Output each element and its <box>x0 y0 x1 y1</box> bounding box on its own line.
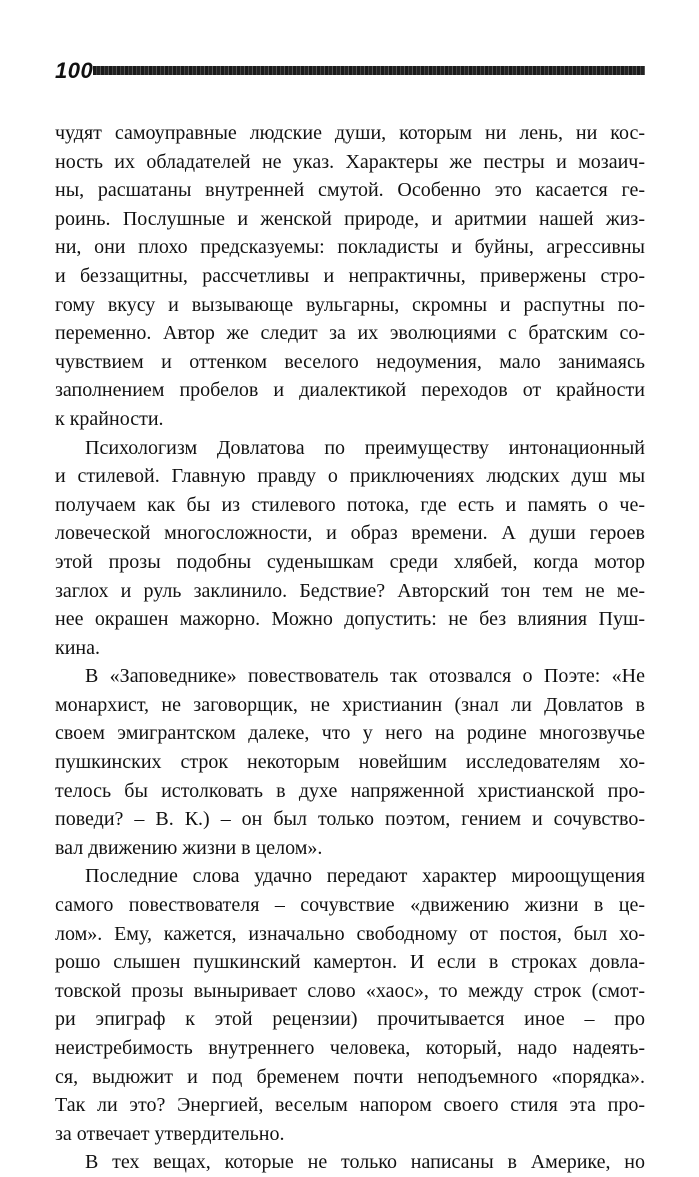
text-line: роинь. Послушные и женской природе, и аритмии нашей жиз- <box>55 207 645 230</box>
text-line: телось бы истолковать в духе напряженной христианской про- <box>55 779 645 802</box>
text-line: пушкинских строк некоторым новейшим исследователям хо- <box>55 751 645 774</box>
text-line: ловеческой многосложности, и образ времени. А души героев <box>55 522 645 545</box>
text-line: к крайности. <box>55 407 164 430</box>
text-line: заполнением пробелов и диалектикой переходов от крайности <box>55 379 645 402</box>
text-line: ны, расшатаны внутренней смутой. Особенно это касается ге- <box>55 179 645 202</box>
text-line: ни, они плохо предсказуемы: покладисты и буйны, агрессивны <box>55 236 645 259</box>
text-line: нее окрашен мажорно. Можно допустить: не без влияния Пуш- <box>55 608 645 631</box>
text-line: получаем как бы из стилевого потока, где есть и память о че- <box>55 493 645 516</box>
text-line: ся, выдюжит и под бременем почти неподъемного «порядка». <box>55 1065 645 1088</box>
text-line: ри эпиграф к этой рецензии) прочитывается иное – про <box>55 1008 645 1031</box>
text-line: чудят самоуправные людские души, которым ни лень, ни кос- <box>55 122 645 144</box>
text-line: В тех вещах, которые не только написаны в Америке, но <box>85 1151 645 1174</box>
text-line: вал движению жизни в целом». <box>55 836 323 859</box>
text-line: В «Заповеднике» повествователь так отозвался о Поэте: «Не <box>85 665 645 688</box>
text-line: Так ли это? Энергией, веселым напором своего стиля эта про- <box>55 1094 645 1117</box>
text-line: за отвечает утвердительно. <box>55 1122 285 1145</box>
paragraph <box>55 1148 645 1177</box>
text-line: монархист, не заговорщик, не христианин (знал ли Довлатов в <box>55 693 645 716</box>
text-line: рошо слышен пушкинский камертон. И если в строках довла- <box>55 951 645 974</box>
paragraph <box>55 434 645 663</box>
text-line: неистребимость внутреннего человека, который, надо надеять- <box>55 1037 645 1059</box>
paragraph <box>55 119 645 434</box>
text-line: чувствием и оттенком веселого недоумения, мало занимаясь <box>55 350 645 373</box>
text-line: гому вкусу и вызывающе вульгарны, скромны и распутны по- <box>55 293 645 316</box>
text-line: поведи? – В. К.) – он был только поэтом, гением и сочувство- <box>55 808 645 831</box>
page-number: 100 <box>55 58 94 83</box>
text-line: товской прозы выныривает слово «хаос», то между строк (смот- <box>55 979 645 1002</box>
text-line: ность их обладателей не указ. Характеры же пестры и мозаич- <box>55 150 645 173</box>
text-line: Психологизм Довлатова по преимуществу интонационный <box>85 436 645 459</box>
running-header <box>55 56 645 86</box>
header-rule <box>93 66 645 75</box>
text-line: кина. <box>55 636 100 659</box>
text-line: заглох и руль заклинило. Бедствие? Авторский тон тем не ме- <box>55 579 645 602</box>
text-line: Последние слова удачно передают характер мироощущения <box>85 865 645 888</box>
text-line: и стилевой. Главную правду о приключениях людских душ мы <box>55 465 645 488</box>
text-line: переменно. Автор же следит за их эволюциями с братским со- <box>55 322 645 345</box>
text-line: этой прозы подобны суденышкам среди хлябей, когда мотор <box>55 550 645 573</box>
paragraph <box>55 662 645 862</box>
text-line: своем эмигрантском далеке, что у него на родине многозвучье <box>55 722 645 745</box>
text-line: самого повествователя – сочувствие «движению жизни в це- <box>55 894 645 917</box>
text-line: и беззащитны, рассчетливы и непрактичны, привержены стро- <box>55 264 645 287</box>
body-text <box>55 119 645 1177</box>
text-line: лом». Ему, кажется, изначально свободному от постоя, был хо- <box>55 922 645 945</box>
paragraph <box>55 862 645 1148</box>
